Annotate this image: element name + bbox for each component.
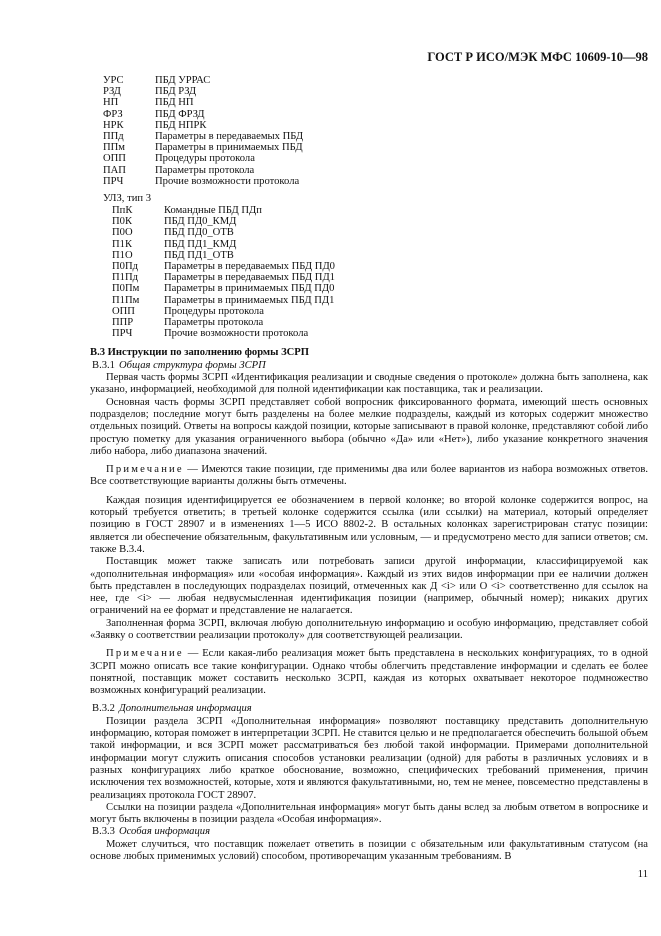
abbreviation-meaning: Прочие возможности протокола [164,328,309,340]
abbreviation-meaning: Параметры в принимаемых ПБД ПД0 [164,283,335,295]
abbreviation-row [103,97,648,108]
abbreviation-code: ППм [103,142,126,154]
abbreviation-row [103,239,648,250]
abbreviation-row [103,120,648,131]
abbreviation-code: П1О [112,249,133,261]
paragraph: Позиции раздела ЗСРП «Дополнительная информация» позволяют поставщику представить дополнительную информацию, которая поможет в интерпретации ЗСРП. Не ставится целью и не предполагается обеспечить большой объем такой информации, и вся ЗСРП может рассматриваться без любой такой информации. Примерами дополнительной информации могут служить описания способов установки реализации (одной) для работы в различных условиях и в разных конфигурациях либо краткое обоснование, возможно, специфических требований применения, причин исключения тех возможностей, которые, хотя и являются факультативными, но, тем не менее, повсеместно представлены в реализациях протокола ГОСТ 28907. [90,715,648,801]
abbreviation-meaning: ПБД ФРЗД [155,108,205,120]
abbreviation-row [103,216,648,227]
abbreviation-code: ОПП [112,305,135,317]
abbreviation-code: НРК [103,119,124,131]
subsection-title: Особая информация [118,826,210,838]
abbreviation-code: П0К [112,216,133,228]
abbreviation-meaning: Параметры протокола [155,164,255,176]
document-header: ГОСТ Р ИСО/МЭК МФС 10609-10—98 [427,50,648,64]
abbreviation-row [103,227,648,238]
subsection-b33 [90,826,648,838]
abbreviation-row [103,295,648,306]
abbreviation-meaning: ПБД ПД1_ОТВ [164,249,234,261]
subsection-title: Общая структура формы ЗСРП [118,359,266,371]
abbreviation-row [103,86,648,97]
abbreviation-code: ППР [112,317,134,329]
paragraph: Основная часть формы ЗСРП представляет собой вопросник фиксированного формата, имеющий шесть основных подразделов; последние могут быть разделены на более мелкие подразделы, каждый из которых содержит множество отдельных позиций. Ответы на вопросы каждой позиции, которые записывают в правой колонке, представляют собой либо простую пометку для указания ограниченного выбора (обычно «Да» или «Нет»), либо указание конкретного значения либо набора, либо диапазона значений. [90,396,648,457]
abbreviation-code: П1Пм [112,294,140,306]
abbreviation-code: П1К [112,238,133,250]
abbreviation-row [103,142,648,153]
ulz-type3-list [103,193,648,339]
abbreviation-code: ПРЧ [103,175,124,187]
paragraph: Первая часть формы ЗСРП «Идентификация реализации и сводные сведения о протоколе» должна быть заполнена, как указано, информацией, необходимой для полной идентификации как поставщика, так и реализации. [90,372,648,396]
abbreviation-code: ПАП [103,164,126,176]
section-heading: В.3 Инструкции по заполнению формы ЗСРП [90,347,310,359]
subsection-b31 [90,360,648,372]
abbreviation-meaning: ПБД НП [155,97,194,109]
abbreviation-code: УРС [103,75,124,86]
subsection-b32 [90,703,648,715]
abbreviation-row [103,261,648,272]
abbreviation-list [103,75,648,339]
abbreviation-meaning: ПБД ПД0_ОТВ [164,227,234,239]
abbreviation-row [103,317,648,328]
abbreviation-code: ППд [103,131,124,143]
abbreviation-meaning: Параметры протокола [164,317,264,329]
paragraph: Ссылки на позиции раздела «Дополнительная информация» могут быть даны вслед за любым ответом в вопроснике и могут быть включены в позиции раздела «Особая информация». [90,801,648,826]
abbreviation-row [103,176,648,187]
abbreviation-row [103,165,648,176]
section-b3 [90,347,648,863]
note [90,464,648,489]
abbreviation-row [103,283,648,294]
abbreviation-code: РЗД [103,86,121,98]
abbreviation-code: П0О [112,227,133,239]
abbreviation-meaning: ПБД РЗД [155,86,197,98]
abbreviation-row [103,131,648,142]
subsection-title: Дополнительная информация [118,703,252,715]
ulz-title: УЛЗ, тип 3 [103,193,152,205]
abbreviation-row [103,75,648,86]
abbreviation-row [103,205,648,216]
abbreviation-meaning: Командные ПБД ПДп [164,205,262,217]
abbreviation-meaning: Параметры в передаваемых ПБД ПД1 [164,272,335,284]
note-label: Примечание [106,464,184,476]
abbreviation-row [103,153,648,164]
abbreviation-meaning: ПБД ПД1_КМД [164,238,237,250]
note-text: — Имеются такие позиции, где применимы два или более вариантов из набора возможных ответов. Все соответствующие варианты должны быть отмечены. [90,464,648,488]
subsection-number: В.3.1 [92,359,115,371]
abbreviation-code: ОПП [103,153,126,165]
abbreviation-code: ФРЗ [103,108,123,120]
abbreviation-meaning: Параметры в передаваемых ПБД [155,131,304,143]
subsection-number: В.3.2 [92,703,115,715]
abbreviation-meaning: Параметры в принимаемых ПБД ПД1 [164,294,335,306]
abbreviation-row [103,109,648,120]
paragraph: Каждая позиция идентифицируется ее обозначением в первой колонке; во второй колонке содержится вопрос, на который требуется ответить; в третьей колонке содержится ссылка (или ссылки) на материал, который определяет позицию в ГОСТ 28907 и в изменениях 1—5 ИСО 8802-2. В остальных колонках зарегистрирован статус позиции: является ли обеспечение обязательным, факультативным или условным, — и предусмотрено место для записи ответов; см. также В.3.4. [90,494,648,555]
note-text: — Если какая-либо реализация может быть представлена в нескольких конфигурациях, то в одной ЗСРП можно описать все такие конфигурации. Однако чтобы облегчить представление информации и сделать ее более понятной, поставщик может составить несколько ЗСРП, каждая из которых охватывает некоторое подмножество возможных конфигураций реализации. [90,648,648,697]
abbreviation-meaning: ПБД УРРАС [155,75,211,86]
subsection-number: В.3.3 [92,826,115,838]
note [90,648,648,697]
abbreviation-meaning: Процедуры протокола [155,153,255,165]
abbreviation-code: НП [103,97,119,109]
abbreviation-row [103,272,648,283]
abbreviation-meaning: ПБД НПРК [155,119,207,131]
abbreviation-code: П1Пд [112,272,138,284]
abbreviation-row [103,250,648,261]
note-label: Примечание [106,648,184,660]
abbreviation-code: П0Пм [112,283,140,295]
abbreviation-code: П0Пд [112,261,138,273]
abbreviation-row [103,306,648,317]
abbreviation-meaning: Процедуры протокола [164,305,264,317]
paragraph: Поставщик может также записать или потребовать записи другой информации, классифицируемой как «дополнительная информация» или «особая информация». Каждый из этих видов информации при ее наличии должен быть представлен в последующих подразделах позиций, отмеченных как Д <i> или О <i> соответственно для ссылок на нее, где <i> — любая недвусмысленная идентификация позиции (например, обычный номер); никаких других ограничений на ее формат и представление не налагается. [90,556,648,617]
paragraph: Заполненная форма ЗСРП, включая любую дополнительную информацию и особую информацию, представляет собой «Заявку о соответствии реализации протоколу» для соответствующей реализации. [90,617,648,641]
abbreviation-code: ПРЧ [112,328,133,340]
paragraph: Может случиться, что поставщик пожелает ответить в позиции с обязательным или факультативным статусом (на основе любых применимых условий) способом, противоречащим указанным требованиям. В [90,838,648,863]
abbreviation-meaning: Прочие возможности протокола [155,175,300,187]
abbreviation-meaning: ПБД ПД0_КМД [164,216,237,228]
abbreviation-row [103,328,648,339]
abbreviation-meaning: Параметры в принимаемых ПБД [155,142,303,154]
page-number: 11 [637,869,648,881]
abbreviation-meaning: Параметры в передаваемых ПБД ПД0 [164,261,335,273]
abbreviation-code: ПпК [112,205,133,217]
